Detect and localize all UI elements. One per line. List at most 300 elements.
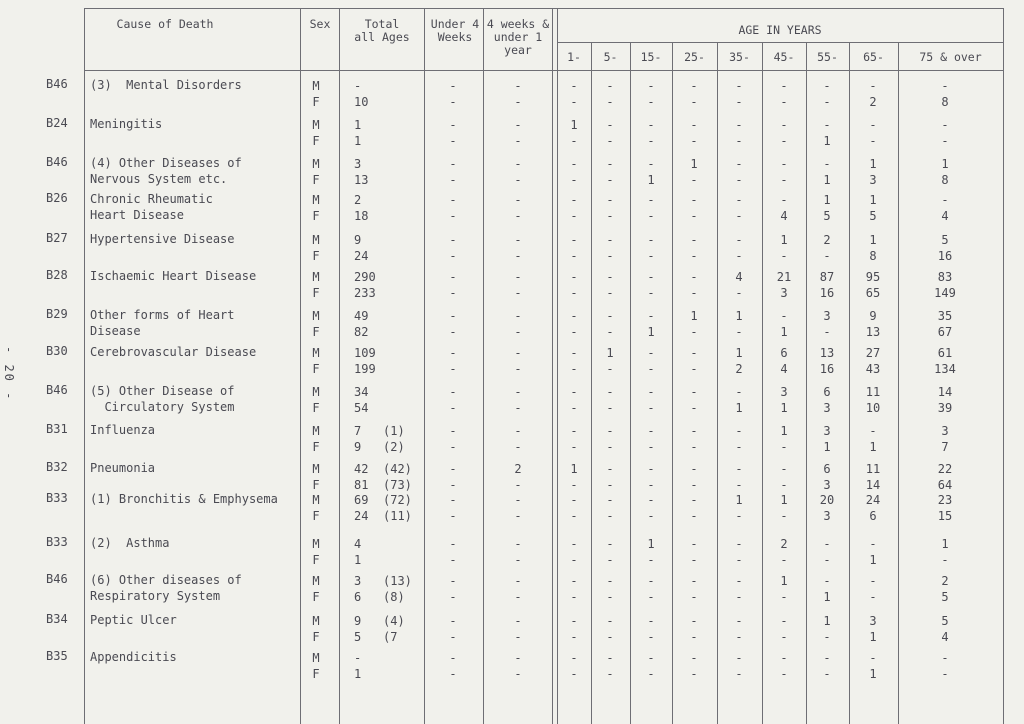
header-sex: Sex (309, 17, 331, 31)
age-cell: 65 (865, 286, 881, 300)
age-cell: 3 (941, 424, 949, 438)
col-border-sex (339, 8, 340, 724)
age-cell: 16 (819, 286, 835, 300)
age-cell: 2 (941, 574, 949, 588)
total-cell: 42 (354, 462, 369, 476)
age-cell: - (735, 325, 743, 339)
age-cell: - (735, 574, 743, 588)
age-cell: - (690, 385, 698, 399)
age-cell: - (735, 630, 743, 644)
weeks-4-cell: - (514, 553, 522, 567)
cause-of-death-label: (5) Other Disease of (90, 384, 235, 398)
age-cell: - (606, 118, 614, 132)
age-cell: 11 (865, 385, 881, 399)
weeks-4-cell: - (514, 309, 522, 323)
total-cell: 199 (354, 362, 376, 376)
weeks-4-cell: 2 (514, 462, 522, 476)
sex-cell: M (312, 462, 320, 476)
under-4-weeks-cell: - (449, 385, 457, 399)
under-4-weeks-cell: - (449, 614, 457, 628)
age-cell: 1 (780, 424, 788, 438)
age-cell: 39 (937, 401, 953, 415)
previous-year-cell: (72) (383, 493, 412, 507)
age-cell: - (735, 173, 743, 187)
age-cell: - (647, 440, 655, 454)
under-4-weeks-cell: - (449, 325, 457, 339)
age-cell: - (570, 478, 578, 492)
age-cell: - (606, 286, 614, 300)
age-cell: - (647, 574, 655, 588)
age-cell: - (606, 590, 614, 604)
total-cell: 9 (354, 233, 362, 247)
weeks-4-cell: - (514, 440, 522, 454)
age-cell: - (570, 233, 578, 247)
sex-cell: F (312, 509, 320, 523)
age-cell: - (823, 325, 831, 339)
age-cell: 3 (823, 309, 831, 323)
col-border-65 (898, 42, 899, 724)
age-cell: 1 (570, 462, 578, 476)
age-cell: - (606, 362, 614, 376)
age-cell: - (570, 286, 578, 300)
age-cell: - (690, 346, 698, 360)
under-4-weeks-cell: - (449, 630, 457, 644)
age-cell: - (647, 667, 655, 681)
col-border-15 (672, 42, 673, 724)
age-cell: - (735, 614, 743, 628)
row-code: B46 (46, 155, 68, 169)
col-border-weeks4a (552, 8, 553, 724)
age-cell: 67 (937, 325, 953, 339)
age-cell: - (780, 462, 788, 476)
col-border-55 (849, 42, 850, 724)
weeks-4-cell: - (514, 574, 522, 588)
age-cell: - (735, 590, 743, 604)
age-cell: 11 (865, 462, 881, 476)
age-cell: - (647, 493, 655, 507)
sex-cell: F (312, 440, 320, 454)
sex-cell: F (312, 401, 320, 415)
weeks-4-cell: - (514, 193, 522, 207)
row-code: B30 (46, 344, 68, 358)
age-cell: - (690, 537, 698, 551)
age-cell: - (570, 134, 578, 148)
under-4-weeks-cell: - (449, 249, 457, 263)
age-cell: - (570, 590, 578, 604)
age-cell: 2 (735, 362, 743, 376)
age-cell: - (647, 385, 655, 399)
age-cell: - (735, 462, 743, 476)
age-cell: - (690, 325, 698, 339)
age-cell: 23 (937, 493, 953, 507)
under-4-weeks-cell: - (449, 493, 457, 507)
total-cell: 10 (354, 95, 369, 109)
header-age-45: 45- (773, 50, 795, 64)
sex-cell: F (312, 95, 320, 109)
age-cell: - (823, 651, 831, 665)
age-cell: - (690, 79, 698, 93)
previous-year-cell: (2) (383, 440, 405, 454)
age-cell: 13 (819, 346, 835, 360)
weeks-4-cell: - (514, 590, 522, 604)
age-cell: - (780, 95, 788, 109)
sex-cell: F (312, 325, 320, 339)
age-cell: - (647, 134, 655, 148)
age-cell: 6 (780, 346, 788, 360)
total-cell: 6 (354, 590, 362, 604)
age-cell: 1 (823, 193, 831, 207)
total-cell: 54 (354, 401, 369, 415)
weeks-4-cell: - (514, 424, 522, 438)
age-cell: - (690, 614, 698, 628)
age-cell: 1 (823, 614, 831, 628)
age-cell: 1 (823, 173, 831, 187)
sex-cell: M (312, 493, 320, 507)
age-cell: - (735, 249, 743, 263)
age-cell: 3 (823, 478, 831, 492)
weeks-4-cell: - (514, 118, 522, 132)
age-cell: - (690, 493, 698, 507)
cause-of-death-label: Appendicitis (90, 650, 177, 664)
age-cell: - (823, 630, 831, 644)
age-cell: - (690, 134, 698, 148)
age-cell: 1 (780, 325, 788, 339)
row-code: B46 (46, 572, 68, 586)
header-cause: Cause of Death (116, 17, 214, 31)
age-cell: - (941, 651, 949, 665)
age-cell: - (647, 590, 655, 604)
age-cell: - (570, 553, 578, 567)
age-cell: - (690, 574, 698, 588)
age-cell: 64 (937, 478, 953, 492)
age-cell: 1 (941, 537, 949, 551)
age-cell: - (606, 651, 614, 665)
total-cell: 290 (354, 270, 376, 284)
cause-of-death-label: Cerebrovascular Disease (90, 345, 257, 359)
age-cell: 8 (941, 173, 949, 187)
sex-cell: M (312, 537, 320, 551)
row-code: B27 (46, 231, 68, 245)
age-cell: - (570, 173, 578, 187)
age-cell: - (647, 424, 655, 438)
weeks-4-cell: - (514, 249, 522, 263)
total-cell: 24 (354, 249, 369, 263)
age-cell: - (570, 346, 578, 360)
under-4-weeks-cell: - (449, 574, 457, 588)
age-cell: - (570, 309, 578, 323)
age-cell: 1 (735, 346, 743, 360)
total-cell: 4 (354, 537, 362, 551)
age-cell: 3 (823, 424, 831, 438)
total-cell: - (354, 651, 362, 665)
previous-year-cell: (4) (383, 614, 405, 628)
age-cell: - (606, 309, 614, 323)
weeks-4-cell: - (514, 95, 522, 109)
col-border-5 (630, 42, 631, 724)
weeks-4-cell: - (514, 401, 522, 415)
age-cell: - (606, 462, 614, 476)
age-cell: 10 (865, 401, 881, 415)
sex-cell: F (312, 286, 320, 300)
age-cell: - (570, 424, 578, 438)
age-cell: - (735, 118, 743, 132)
col-border-45 (806, 42, 807, 724)
age-cell: - (606, 553, 614, 567)
age-cell: - (690, 362, 698, 376)
age-cell: - (690, 270, 698, 284)
age-cell: - (570, 193, 578, 207)
age-cell: - (735, 286, 743, 300)
under-4-weeks-cell: - (449, 537, 457, 551)
age-cell: - (647, 79, 655, 93)
weeks-4-cell: - (514, 614, 522, 628)
age-cell: 1 (735, 309, 743, 323)
page-number: - 20 - (2, 346, 16, 402)
total-cell: 1 (354, 134, 362, 148)
under-4-weeks-cell: - (449, 134, 457, 148)
age-cell: - (570, 667, 578, 681)
total-cell: 82 (354, 325, 369, 339)
age-subheader-line (557, 42, 1004, 43)
age-cell: - (647, 630, 655, 644)
row-code: B32 (46, 460, 68, 474)
age-cell: 1 (690, 309, 698, 323)
age-cell: - (735, 440, 743, 454)
age-cell: - (570, 362, 578, 376)
row-code: B35 (46, 649, 68, 663)
age-cell: - (780, 509, 788, 523)
age-cell: - (941, 553, 949, 567)
sex-cell: M (312, 574, 320, 588)
under-4-weeks-cell: - (449, 95, 457, 109)
col-border-35 (762, 42, 763, 724)
age-cell: 4 (941, 630, 949, 644)
age-cell: 2 (823, 233, 831, 247)
previous-year-cell: (73) (383, 478, 412, 492)
age-cell: - (869, 651, 877, 665)
age-cell: - (735, 478, 743, 492)
sex-cell: M (312, 79, 320, 93)
age-cell: 13 (865, 325, 881, 339)
age-cell: 1 (570, 118, 578, 132)
age-cell: 1 (823, 590, 831, 604)
age-cell: 9 (869, 309, 877, 323)
age-cell: - (606, 424, 614, 438)
age-cell: 1 (780, 233, 788, 247)
age-cell: 1 (780, 401, 788, 415)
age-cell: - (606, 574, 614, 588)
age-cell: 1 (780, 493, 788, 507)
age-cell: - (735, 209, 743, 223)
age-cell: - (690, 95, 698, 109)
age-cell: - (570, 651, 578, 665)
age-cell: 5 (869, 209, 877, 223)
age-cell: - (606, 134, 614, 148)
total-cell: 7 (354, 424, 362, 438)
age-cell: 7 (941, 440, 949, 454)
under-4-weeks-cell: - (449, 424, 457, 438)
age-cell: - (690, 462, 698, 476)
age-cell: - (823, 553, 831, 567)
age-cell: - (823, 537, 831, 551)
total-cell: 34 (354, 385, 369, 399)
age-cell: 4 (735, 270, 743, 284)
age-cell: - (735, 233, 743, 247)
sex-cell: F (312, 362, 320, 376)
row-code: B28 (46, 268, 68, 282)
cause-of-death-label: Pneumonia (90, 461, 156, 475)
age-cell: - (606, 95, 614, 109)
age-cell: - (647, 118, 655, 132)
weeks-4-cell: - (514, 537, 522, 551)
age-cell: - (690, 286, 698, 300)
age-cell: - (869, 590, 877, 604)
age-cell: - (606, 614, 614, 628)
age-cell: 15 (937, 509, 953, 523)
cause-of-death-label: Hypertensive Disease (90, 232, 235, 246)
age-cell: - (869, 424, 877, 438)
age-cell: - (780, 173, 788, 187)
age-cell: - (647, 95, 655, 109)
age-cell: - (570, 630, 578, 644)
row-code: B24 (46, 116, 68, 130)
age-cell: 3 (869, 173, 877, 187)
age-cell: 27 (865, 346, 881, 360)
sex-cell: M (312, 309, 320, 323)
age-cell: - (647, 401, 655, 415)
total-cell: 3 (354, 157, 362, 171)
age-cell: - (735, 79, 743, 93)
age-cell: - (570, 325, 578, 339)
age-cell: 1 (647, 173, 655, 187)
weeks-4-cell: - (514, 134, 522, 148)
age-cell: - (780, 79, 788, 93)
sex-cell: F (312, 134, 320, 148)
age-cell: - (941, 79, 949, 93)
age-cell: - (570, 537, 578, 551)
age-cell: 1 (941, 157, 949, 171)
sex-cell: F (312, 478, 320, 492)
weeks-4-cell: - (514, 651, 522, 665)
age-cell: - (690, 193, 698, 207)
header-age-55: 55- (817, 50, 838, 64)
age-cell: - (647, 193, 655, 207)
age-cell: 1 (690, 157, 698, 171)
age-cell: 4 (941, 209, 949, 223)
age-cell: - (823, 79, 831, 93)
age-cell: - (735, 553, 743, 567)
previous-year-cell: (11) (383, 509, 412, 523)
age-cell: - (780, 134, 788, 148)
header-age-75: 75 & over (919, 50, 982, 64)
age-cell: - (690, 630, 698, 644)
col-border-1 (591, 42, 592, 724)
age-cell: - (690, 424, 698, 438)
age-cell: 1 (735, 493, 743, 507)
age-cell: - (823, 95, 831, 109)
weeks-4-cell: - (514, 362, 522, 376)
age-cell: 4 (780, 209, 788, 223)
age-cell: - (570, 385, 578, 399)
cause-of-death-label: Other forms of Heart (90, 308, 235, 322)
under-4-weeks-cell: - (449, 209, 457, 223)
age-cell: - (780, 614, 788, 628)
sex-cell: M (312, 614, 320, 628)
age-cell: - (570, 614, 578, 628)
age-cell: - (570, 574, 578, 588)
weeks-4-cell: - (514, 79, 522, 93)
age-cell: 1 (869, 233, 877, 247)
weeks-4-cell: - (514, 209, 522, 223)
total-cell: 1 (354, 667, 362, 681)
previous-year-cell: (42) (383, 462, 412, 476)
age-cell: - (823, 249, 831, 263)
header-bottom-border (84, 70, 1004, 71)
age-cell: 16 (937, 249, 953, 263)
age-cell: - (570, 95, 578, 109)
age-cell: - (869, 134, 877, 148)
age-cell: - (606, 440, 614, 454)
total-cell: 1 (354, 553, 362, 567)
sex-cell: M (312, 157, 320, 171)
total-cell: 24 (354, 509, 369, 523)
total-cell: 5 (354, 630, 362, 644)
age-cell: - (869, 79, 877, 93)
age-cell: - (869, 537, 877, 551)
age-cell: - (690, 590, 698, 604)
age-cell: - (647, 553, 655, 567)
age-cell: - (869, 574, 877, 588)
cause-of-death-label: (3) Mental Disorders (90, 78, 242, 92)
age-cell: - (647, 462, 655, 476)
age-cell: 6 (823, 385, 831, 399)
age-cell: - (823, 118, 831, 132)
total-cell: 69 (354, 493, 369, 507)
col-border-25 (717, 42, 718, 724)
age-cell: 6 (869, 509, 877, 523)
age-cell: - (606, 667, 614, 681)
cause-of-death-label: Respiratory System (90, 589, 221, 603)
total-cell: 9 (354, 440, 362, 454)
age-cell: - (780, 590, 788, 604)
age-cell: - (570, 493, 578, 507)
age-cell: - (606, 249, 614, 263)
cause-of-death-label: Influenza (90, 423, 156, 437)
under-4-weeks-cell: - (449, 286, 457, 300)
weeks-4-cell: - (514, 173, 522, 187)
age-cell: - (780, 157, 788, 171)
under-4-weeks-cell: - (449, 118, 457, 132)
age-cell: - (823, 574, 831, 588)
total-cell: 18 (354, 209, 369, 223)
cause-of-death-label: (2) Asthma (90, 536, 170, 550)
age-cell: - (690, 553, 698, 567)
age-cell: - (735, 95, 743, 109)
age-cell: 1 (869, 553, 877, 567)
cause-of-death-label: Meningitis (90, 117, 163, 131)
row-code: B26 (46, 191, 68, 205)
age-cell: - (869, 118, 877, 132)
sex-cell: F (312, 630, 320, 644)
row-code: B31 (46, 422, 68, 436)
cause-of-death-label: Disease (90, 324, 141, 338)
col-border-under4 (483, 8, 484, 724)
age-cell: - (735, 193, 743, 207)
age-cell: - (606, 209, 614, 223)
weeks-4-cell: - (514, 509, 522, 523)
under-4-weeks-cell: - (449, 478, 457, 492)
age-cell: - (941, 134, 949, 148)
